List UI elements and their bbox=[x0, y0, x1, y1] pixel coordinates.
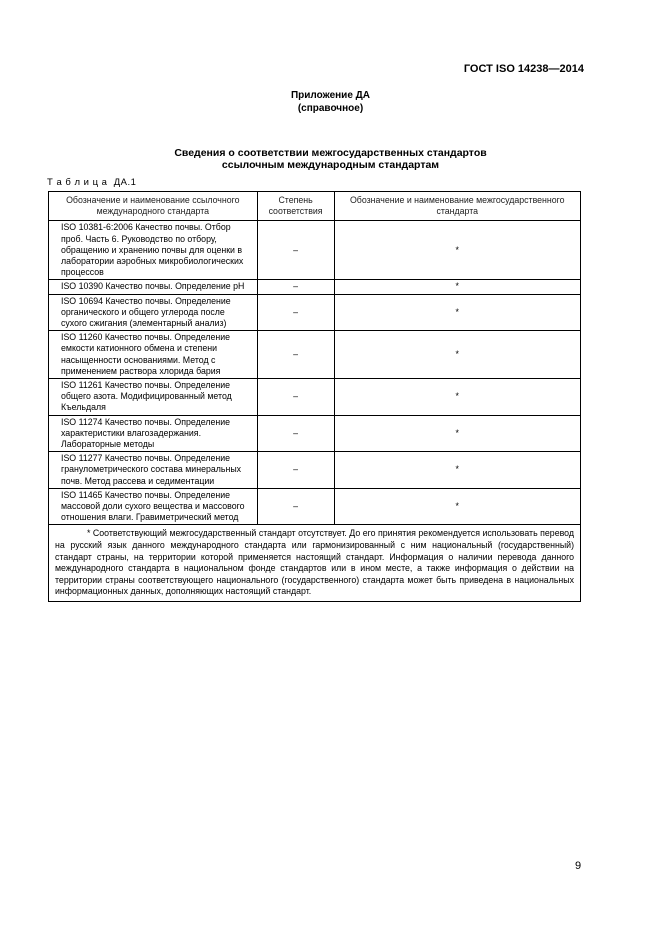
document-code: ГОСТ ISO 14238—2014 bbox=[463, 63, 584, 75]
appendix-subtitle: (справочное) bbox=[297, 103, 364, 114]
degree-cell: – bbox=[257, 331, 334, 379]
section-title bbox=[0, 147, 661, 171]
international-standard-cell: ISO 10694 Качество почвы. Определение органического и общего углерода после сухого сжигания (элементарный анализ) bbox=[49, 294, 258, 331]
table-row bbox=[49, 415, 581, 452]
international-standard-cell: ISO 11261 Качество почвы. Определение общего азота. Модифицированный метод Къельдаля bbox=[49, 379, 258, 416]
table-row bbox=[49, 452, 581, 489]
table-caption: Т а б л и ц а ДА.1 bbox=[47, 177, 137, 188]
table-note-row bbox=[49, 525, 581, 602]
table-row bbox=[49, 294, 581, 331]
interstate-standard-cell: * bbox=[334, 415, 580, 452]
degree-cell: – bbox=[257, 280, 334, 294]
interstate-standard-cell: * bbox=[334, 294, 580, 331]
correspondence-table bbox=[48, 191, 581, 602]
table-footnote-text: * Соответствующий межгосударственный стандарт отсутствует. До его принятия рекомендуется использовать перевод на русский язык данного международного стандарта или гармонизированный с ним национальный (государственный) стандарт страны, на территории которой применяется настоящий стандарт. Информация о наличии перевода данного международного стандарта в национальном фонде стандартов или в ином месте, а также информация о действии на территории страны соответствующего национального (государственного) стандарта может быть приведена в национальных информационных данных, дополняющих настоящий стандарт. bbox=[55, 528, 574, 597]
interstate-standard-cell: * bbox=[334, 331, 580, 379]
column-header-international-standard: Обозначение и наименование ссылочного международного стандарта bbox=[49, 192, 258, 221]
degree-cell: – bbox=[257, 415, 334, 452]
section-title-line-1: Сведения о соответствии межгосударственных стандартов bbox=[174, 147, 487, 159]
interstate-standard-cell: * bbox=[334, 280, 580, 294]
international-standard-cell: ISO 11465 Качество почвы. Определение массовой доли сухого вещества и массового отношения влаги. Гравиметрический метод bbox=[49, 488, 258, 525]
column-header-interstate-standard: Обозначение и наименование межгосударственного стандарта bbox=[334, 192, 580, 221]
table-row bbox=[49, 488, 581, 525]
degree-cell: – bbox=[257, 221, 334, 280]
international-standard-cell: ISO 11277 Качество почвы. Определение гранулометрического состава минеральных почв. Метод рассева и седиментации bbox=[49, 452, 258, 489]
table-row bbox=[49, 221, 581, 280]
degree-cell: – bbox=[257, 294, 334, 331]
column-header-degree: Степень соответствия bbox=[257, 192, 334, 221]
degree-cell: – bbox=[257, 452, 334, 489]
international-standard-cell: ISO 10381-6:2006 Качество почвы. Отбор проб. Часть 6. Руководство по отбору, обращению и хранению почвы для оценки в лаборатории аэробных микробиологических процессов bbox=[49, 221, 258, 280]
table-header-row bbox=[49, 192, 581, 221]
appendix-heading bbox=[0, 89, 661, 115]
international-standard-cell: ISO 10390 Качество почвы. Определение pH bbox=[49, 280, 258, 294]
table-row bbox=[49, 331, 581, 379]
interstate-standard-cell: * bbox=[334, 452, 580, 489]
table-row bbox=[49, 379, 581, 416]
interstate-standard-cell: * bbox=[334, 379, 580, 416]
international-standard-cell: ISO 11260 Качество почвы. Определение емкости катионного обмена и степени насыщенности основаниями. Метод с применением раствора хлорида бария bbox=[49, 331, 258, 379]
section-title-line-2: ссылочным международным стандартам bbox=[221, 159, 440, 171]
page-number: 9 bbox=[575, 860, 582, 872]
degree-cell: – bbox=[257, 379, 334, 416]
appendix-title: Приложение ДА bbox=[290, 90, 371, 101]
table-footnote bbox=[49, 525, 581, 602]
degree-cell: – bbox=[257, 488, 334, 525]
international-standard-cell: ISO 11274 Качество почвы. Определение характеристики влагозадержания. Лабораторные методы bbox=[49, 415, 258, 452]
interstate-standard-cell: * bbox=[334, 488, 580, 525]
table-row bbox=[49, 280, 581, 294]
interstate-standard-cell: * bbox=[334, 221, 580, 280]
